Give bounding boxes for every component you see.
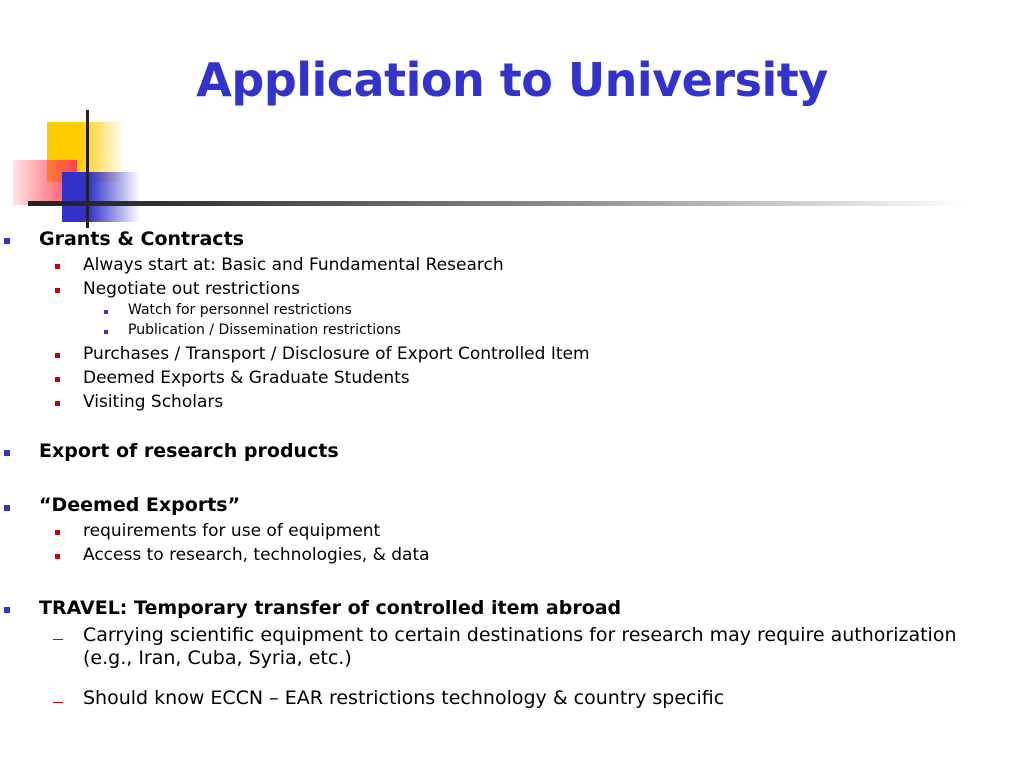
section-heading: Grants & Contracts <box>39 228 244 250</box>
dash-bullet-icon <box>53 639 63 640</box>
bullet-icon <box>55 353 60 358</box>
list-item: Negotiate out restrictions <box>83 279 301 299</box>
section-heading: Export of research products <box>39 440 339 462</box>
bullet-icon <box>104 310 108 314</box>
list-item: Visiting Scholars <box>83 392 224 412</box>
bullet-icon <box>4 607 10 613</box>
bullet-icon <box>104 330 108 334</box>
bullet-icon <box>55 554 60 559</box>
section-heading: “Deemed Exports” <box>39 494 241 516</box>
bullet-icon <box>55 401 60 406</box>
list-item: Purchases / Transport / Disclosure of Export Controlled Item <box>83 344 590 364</box>
bullet-icon <box>55 264 60 269</box>
list-subitem: Publication / Dissemination restrictions <box>128 322 401 338</box>
list-item: Always start at: Basic and Fundamental Research <box>83 255 504 275</box>
dash-bullet-icon <box>53 702 63 703</box>
list-item: Carrying scientific equipment to certain destinations for research may require authorization (e.g., Iran, Cuba, Syria, etc.) <box>83 624 957 669</box>
list-item: Access to research, technologies, & data <box>83 545 430 565</box>
bullet-icon <box>4 450 10 456</box>
bullet-icon <box>4 505 10 511</box>
bullet-icon <box>4 238 10 244</box>
bullet-icon <box>55 377 60 382</box>
list-subitem: Watch for personnel restrictions <box>128 302 352 318</box>
bullet-icon <box>55 288 60 293</box>
list-item: Deemed Exports & Graduate Students <box>83 368 410 388</box>
list-item: Should know ECCN – EAR restrictions technology & country specific <box>83 687 725 709</box>
slide-title: Application to University <box>196 53 828 107</box>
section-heading: TRAVEL: Temporary transfer of controlled item abroad <box>39 597 622 619</box>
bullet-icon <box>55 530 60 535</box>
list-item: requirements for use of equipment <box>83 521 381 541</box>
